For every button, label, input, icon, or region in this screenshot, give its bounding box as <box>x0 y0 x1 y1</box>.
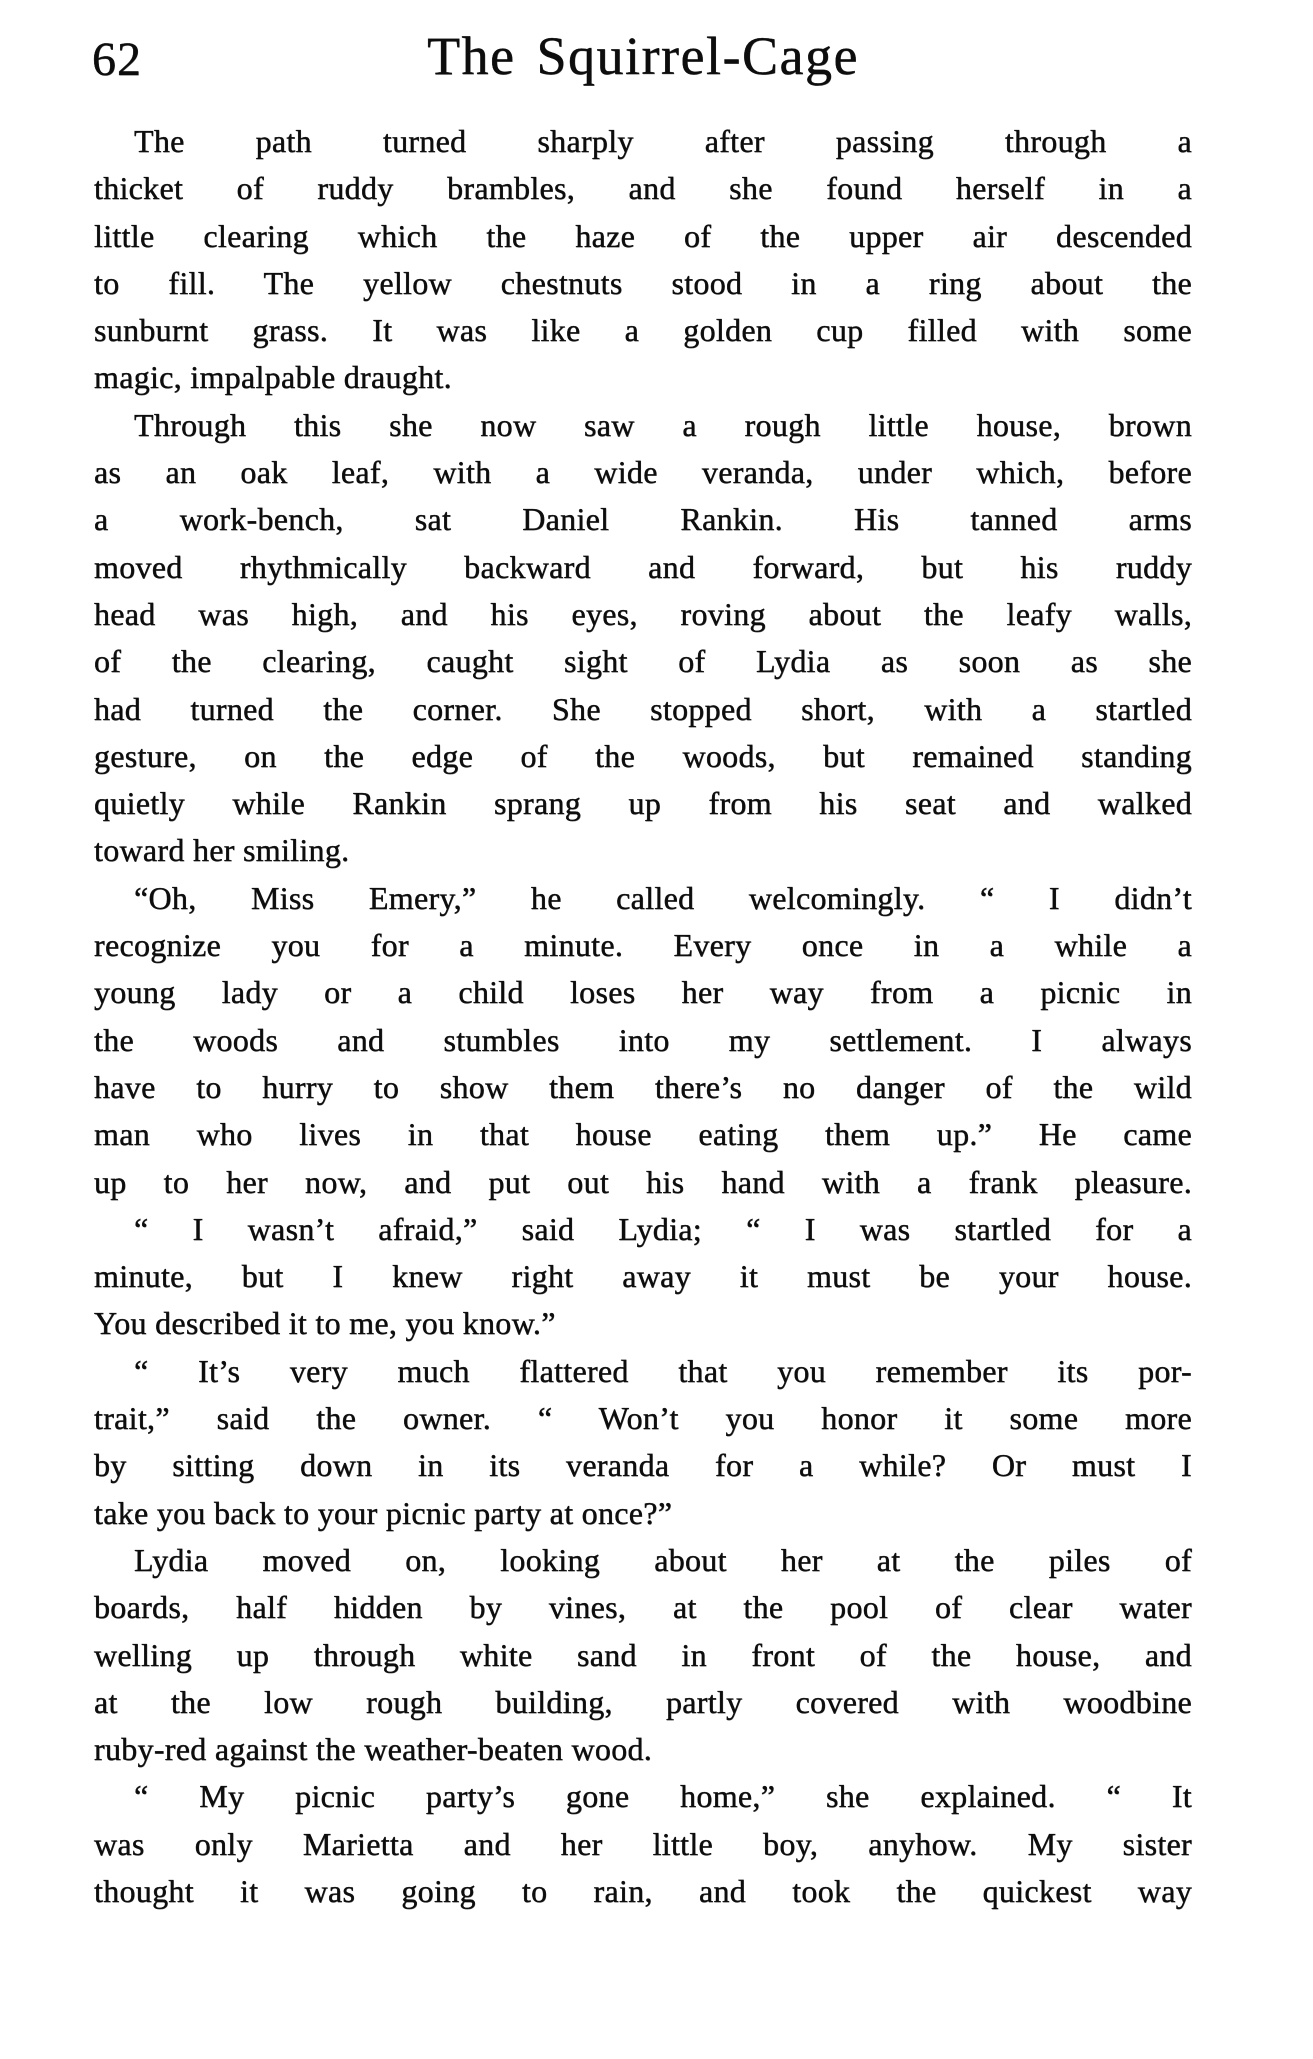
text-line: little clearing which the haze of the upper air descended <box>94 217 1192 254</box>
text-line: Through this she now saw a rough little house, brown <box>134 406 1192 443</box>
text-line: sunburnt grass. It was like a golden cup filled with some <box>94 312 1192 349</box>
text-line: boards, half hidden by vines, at the pool of clear water <box>94 1589 1192 1626</box>
text-line: quietly while Rankin sprang up from his seat and walked <box>94 785 1192 822</box>
page-body-text <box>94 118 1192 1915</box>
text-line: have to hurry to show them there’s no danger of the wild <box>94 1068 1192 1105</box>
text-line: thought it was going to rain, and took the quickest way <box>94 1872 1192 1909</box>
text-line: recognize you for a minute. Every once in a while a <box>94 927 1192 964</box>
text-line: trait,” said the owner. “ Won’t you honor it some more <box>94 1400 1192 1437</box>
paragraph <box>94 1773 1192 1915</box>
text-line: had turned the corner. She stopped short, with a startled <box>94 690 1192 727</box>
text-line: toward her smiling. <box>94 832 350 869</box>
paragraph <box>94 1537 1192 1773</box>
text-line: of the clearing, caught sight of Lydia as soon as she <box>94 643 1192 680</box>
text-line: “ I wasn’t afraid,” said Lydia; “ I was startled for a <box>134 1210 1192 1247</box>
text-line: thicket of ruddy brambles, and she found herself in a <box>94 170 1192 207</box>
text-line: a work-bench, sat Daniel Rankin. His tanned arms <box>94 501 1192 538</box>
text-line: the woods and stumbles into my settlement. I always <box>94 1021 1192 1058</box>
text-line: gesture, on the edge of the woods, but remained standing <box>94 737 1192 774</box>
text-line: take you back to your picnic party at once?” <box>94 1494 673 1531</box>
paragraph <box>94 1348 1192 1537</box>
text-line: at the low rough building, partly covered with woodbine <box>94 1683 1192 1720</box>
text-line: “Oh, Miss Emery,” he called welcomingly. “ I didn’t <box>134 879 1192 916</box>
text-line: welling up through white sand in front of the house, and <box>94 1636 1192 1673</box>
text-line: was only Marietta and her little boy, anyhow. My sister <box>94 1825 1192 1862</box>
text-line: moved rhythmically backward and forward, but his ruddy <box>94 548 1192 585</box>
text-line: magic, impalpable draught. <box>94 359 452 396</box>
paragraph <box>94 1206 1192 1348</box>
paragraph <box>94 402 1192 875</box>
running-title: The Squirrel-Cage <box>427 26 859 86</box>
text-line: by sitting down in its veranda for a while? Or must I <box>94 1447 1192 1484</box>
text-line: “ It’s very much flattered that you remember its por- <box>134 1352 1192 1389</box>
text-line: minute, but I knew right away it must be your house. <box>94 1258 1192 1295</box>
paragraph <box>94 875 1192 1206</box>
text-line: up to her now, and put out his hand with a frank pleasure. <box>94 1163 1192 1200</box>
text-line: as an oak leaf, with a wide veranda, under which, before <box>94 454 1192 491</box>
text-line: man who lives in that house eating them up.” He came <box>94 1116 1192 1153</box>
text-line: head was high, and his eyes, roving about the leafy walls, <box>94 595 1192 632</box>
text-line: Lydia moved on, looking about her at the piles of <box>134 1541 1192 1578</box>
text-line: to fill. The yellow chestnuts stood in a ring about the <box>94 264 1192 301</box>
text-line: The path turned sharply after passing through a <box>134 123 1192 159</box>
page-number: 62 <box>92 33 142 86</box>
text-line: “ My picnic party’s gone home,” she explained. “ It <box>134 1778 1192 1815</box>
text-line: young lady or a child loses her way from a picnic in <box>94 974 1192 1011</box>
text-line: ruby-red against the weather-beaten wood. <box>94 1731 653 1768</box>
paragraph <box>94 118 1192 402</box>
text-line: You described it to me, you know.” <box>94 1305 556 1342</box>
